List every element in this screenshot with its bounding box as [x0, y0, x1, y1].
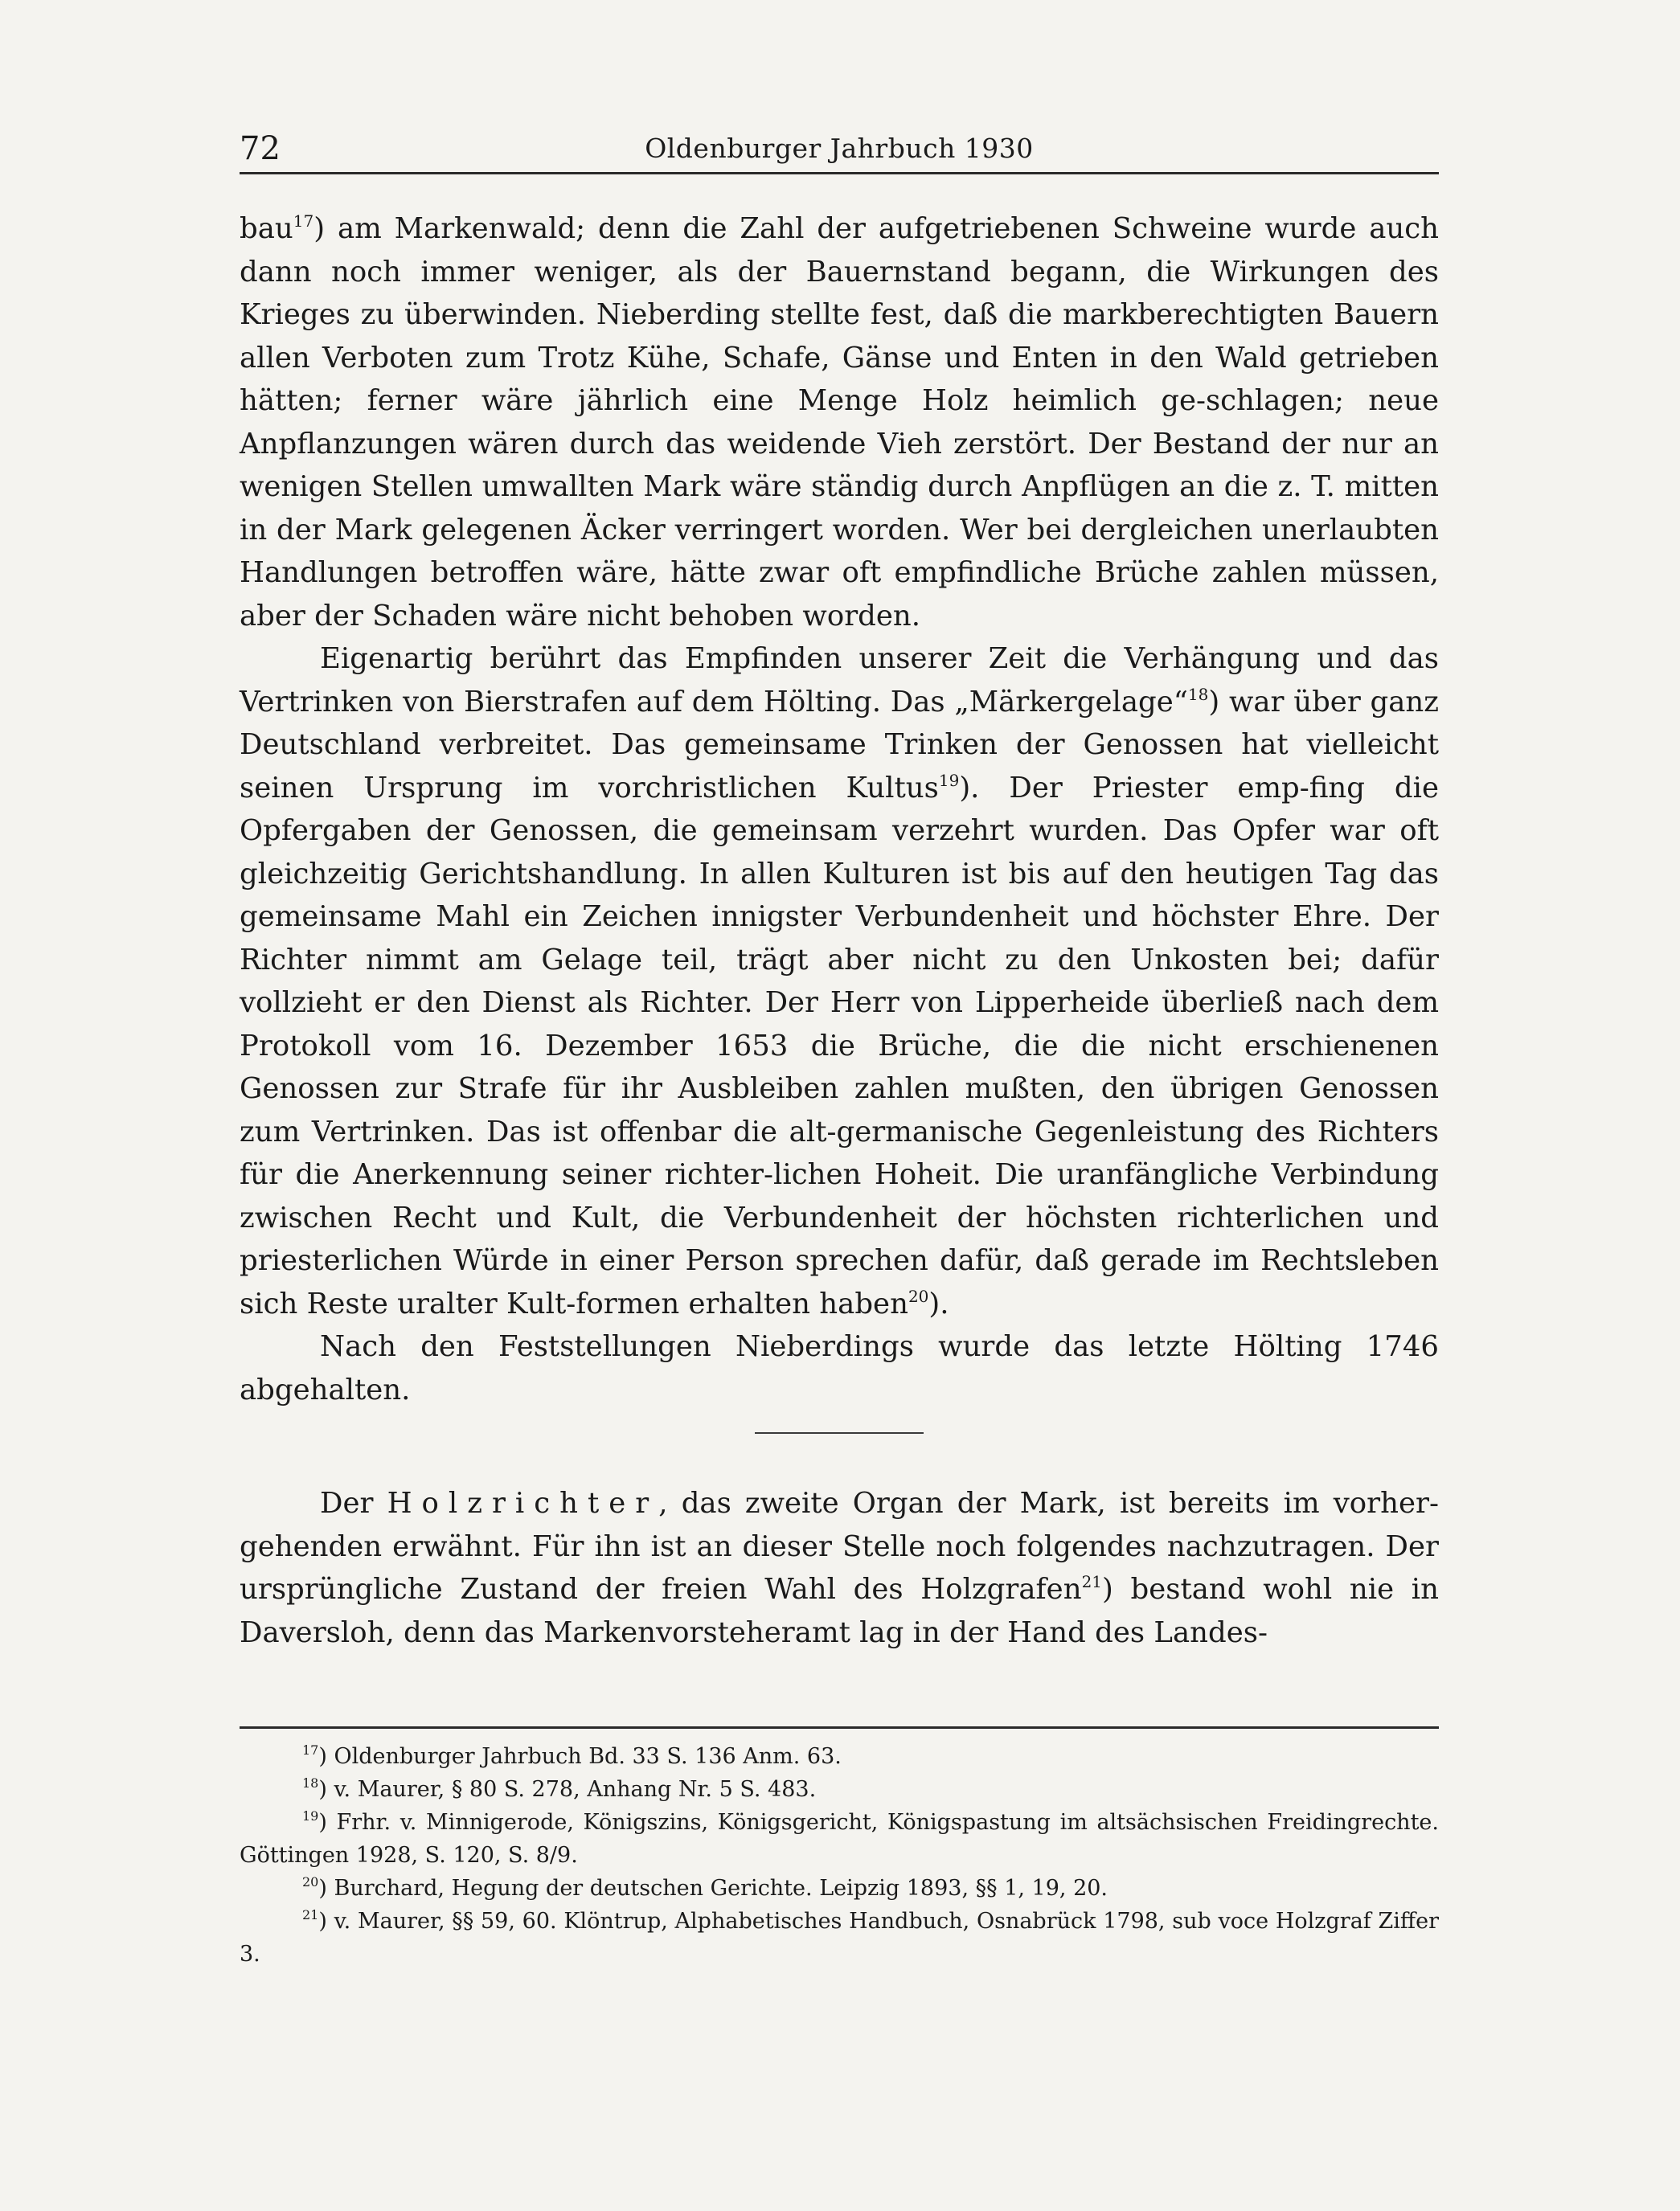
footnote — [240, 1872, 1439, 1905]
text-run: ). Der Priester emp-fing die Opfergaben der Genossen, die gemeinsam verzehrt wurden. Das Opfer war oft gleichzeitig Gerichtshandlung. In allen Kulturen ist bis auf den heutigen Tag das gemeinsame Mahl ein Zeichen innigster Verbundenheit und höchster Ehre. Der Richter nimmt am Gelage teil, trägt aber nicht zu den Unkosten bei; dafür vollzieht er den Dienst als Richter. Der Herr von Lipperheide überließ nach dem Protokoll vom 16. Dezember 1653 die Brüche, die die nicht erschienenen Genossen zur Strafe für ihr Ausbleiben zahlen mußten, den übrigen Genossen zum Vertrinken. Das ist offenbar die alt-germanische Gegenleistung des Richters für die Anerkennung seiner richter-lichen Hoheit. Die uranfängliche Verbindung zwischen Recht und Kult, die Verbundenheit der höchsten richterlichen und priesterlichen Würde in einer Person sprechen dafür, daß gerade im Rechtsleben sich Reste uralter Kult-formen erhalten haben — [240, 771, 1439, 1320]
text-run: ) war über ganz Deutschland verbreitet. Das gemeinsame Trinken der Genossen hat vielleicht seinen Ursprung im vorchristlichen Kultus — [240, 685, 1439, 805]
text-run: bau — [240, 212, 293, 245]
page-number: 72 — [240, 130, 281, 167]
paragraph-2 — [240, 637, 1439, 1325]
footnote — [240, 1773, 1439, 1806]
text-run: Der — [320, 1487, 387, 1520]
text-run: ). — [928, 1287, 949, 1320]
footnote — [240, 1806, 1439, 1872]
spaced-term: Holzrichter — [387, 1487, 659, 1520]
footnote-text: ) v. Maurer, §§ 59, 60. Klöntrup, Alphabetisches Handbuch, Osnabrück 1798, sub voce Holzgraf Ziffer 3. — [240, 1909, 1439, 1967]
paragraph-3: Nach den Feststellungen Nieberdings wurde das letzte Hölting 1746 abgehalten. — [240, 1330, 1439, 1406]
footnote-ref: 21 — [1081, 1572, 1103, 1591]
footnote — [240, 1740, 1439, 1773]
footnote — [240, 1905, 1439, 1971]
text-run: , das zweite Organ der Mark, ist bereits im vorher-gehenden erwähnt. Für ihn ist an dieser Stelle noch folgendes nachzutragen. Der ursprüngliche Zustand der freien Wahl des Holzgrafen — [240, 1487, 1439, 1606]
footnote-number: 20 — [302, 1874, 319, 1890]
main-text — [240, 207, 1439, 1654]
footnote-number: 17 — [302, 1742, 319, 1758]
page-header — [240, 127, 1439, 174]
footnote-number: 18 — [302, 1775, 319, 1791]
footnote-ref: 19 — [938, 770, 960, 790]
paragraph-4 — [240, 1482, 1439, 1654]
footnote-text: ) Oldenburger Jahrbuch Bd. 33 S. 136 Anm. 63. — [318, 1744, 842, 1769]
footnote-number: 21 — [302, 1907, 319, 1922]
paragraph-1 — [240, 207, 1439, 637]
footnote-ref: 20 — [908, 1286, 929, 1306]
footnote-text: ) Frhr. v. Minnigerode, Königszins, Königsgericht, Königspastung im altsächsischen Freidingrechte. Göttingen 1928, S. 120, S. 8/9. — [240, 1810, 1439, 1868]
text-run: ) am Markenwald; denn die Zahl der aufgetriebenen Schweine wurde auch dann noch immer weniger, als der Bauernstand begann, die Wirkungen des Krieges zu überwinden. Nieberding stellte fest, daß die markberechtigten Bauern allen Verboten zum Trotz Kühe, Schafe, Gänse und Enten in den Wald getrieben hätten; ferner wäre jährlich eine Menge Holz heimlich ge-schlagen; neue Anpflanzungen wären durch das weidende Vieh zerstört. Der Bestand der nur an wenigen Stellen umwallten Mark wäre ständig durch Anpflügen an die z. T. mitten in der Mark gelegenen Äcker verringert worden. Wer bei dergleichen unerlaubten Handlungen betroffen wäre, hätte zwar oft empfindliche Brüche zahlen müssen, aber der Schaden wäre nicht behoben worden. — [240, 212, 1439, 633]
footnote-ref: 17 — [293, 211, 314, 231]
footnote-text: ) Burchard, Hegung der deutschen Gerichte. Leipzig 1893, §§ 1, 19, 20. — [318, 1876, 1108, 1901]
text-run: Eigenartig berührt das Empfinden unserer Zeit die Verhängung und das Vertrinken von Bierstrafen auf dem Hölting. Das „Märkergelage“ — [240, 642, 1439, 719]
footnote-number: 19 — [302, 1808, 319, 1824]
footnote-text: ) v. Maurer, § 80 S. 278, Anhang Nr. 5 S. 483. — [318, 1777, 817, 1802]
section-separator — [755, 1432, 924, 1434]
footnote-ref: 18 — [1187, 684, 1209, 704]
footnotes — [240, 1726, 1439, 1971]
running-title: Oldenburger Jahrbuch 1930 — [645, 133, 1034, 164]
text-run: ) bestand wohl nie in Daversloh, denn das Markenvorsteheramt lag in der Hand des Landes- — [240, 1573, 1439, 1649]
